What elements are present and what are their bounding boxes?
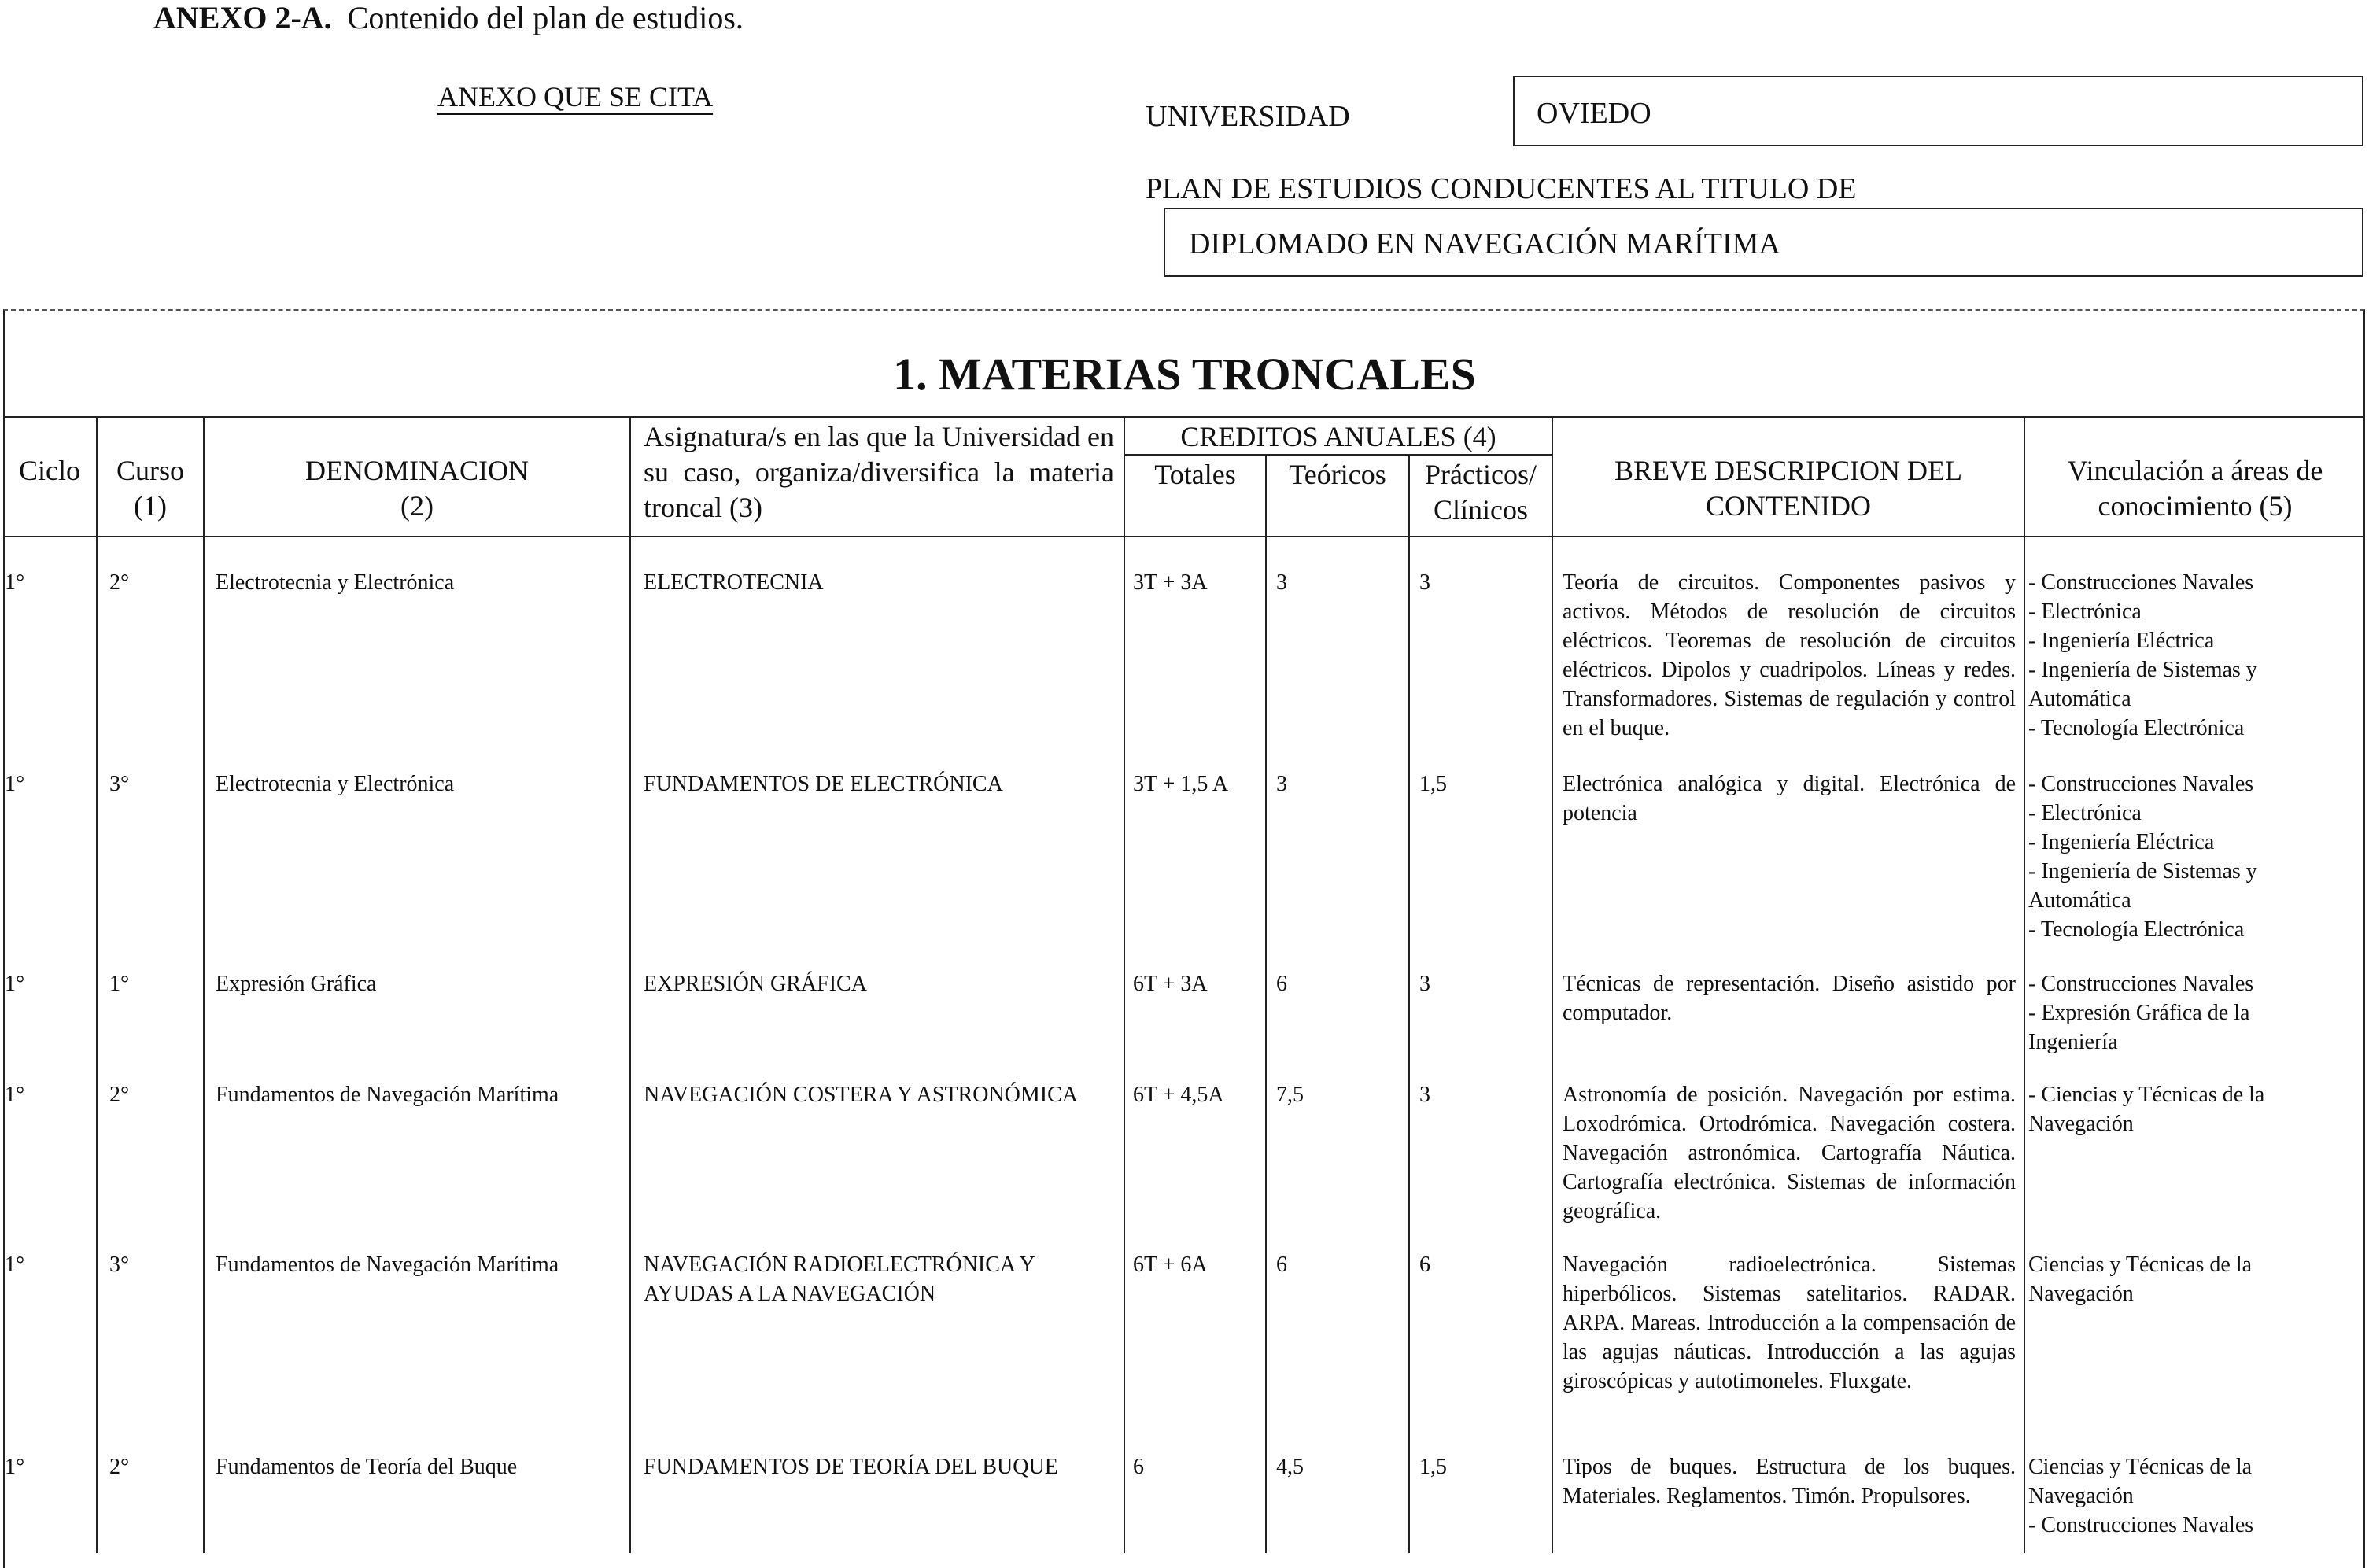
cell-descripcion: Navegación radioelectrónica. Sistemas hiperbólicos. Sistemas satelitarios. RADAR. ARPA. Mareas. Introducción a la compensación de las agujas náuticas. Introducción a las agujas giroscópicas y autotimoneles. Fluxgate. — [1563, 1253, 2016, 1393]
cell-totales: 3T + 1,5 A — [1133, 772, 1229, 796]
cell-denominacion: Fundamentos de Navegación Marítima — [216, 1253, 559, 1277]
cell-curso: 3° — [109, 772, 130, 796]
cell-teoricos: 3 — [1276, 570, 1287, 595]
plan-title-value: DIPLOMADO EN NAVEGACIÓN MARÍTIMA — [1189, 227, 1780, 260]
cell-areas — [2028, 1250, 2363, 1308]
cell-descripcion: Teoría de circuitos. Componentes pasivos y activos. Métodos de resolución de circuitos eléctricos. Teoremas de resolución de circuitos eléctricos. Dipolos y cuadripolos. Líneas y redes. Transformadores. Sistemas de regulación y control en el buque. — [1563, 570, 2016, 740]
header-vinculacion-line1: Vinculación a áreas de — [2067, 455, 2323, 486]
header-clinicos-label: Clínicos — [1433, 494, 1528, 526]
cell-asignatura: FUNDAMENTOS DE TEORÍA DEL BUQUE — [644, 1455, 1058, 1479]
area-item: - Expresión Gráfica de la — [2028, 1001, 2250, 1025]
cell-practicos: 1,5 — [1419, 1455, 1447, 1479]
area-item: - Tecnología Electrónica — [2028, 716, 2245, 740]
universidad-label: UNIVERSIDAD — [1146, 100, 1350, 133]
cell-curso: 1° — [109, 972, 130, 996]
header-practicos — [1410, 457, 1552, 528]
header-curso-note: (1) — [134, 490, 167, 522]
cell-denominacion: Fundamentos de Navegación Marítima — [216, 1083, 559, 1107]
cell-curso: 3° — [109, 1253, 130, 1277]
header-vinculacion — [2025, 453, 2365, 524]
header-practicos-label: Prácticos/ — [1425, 459, 1537, 490]
cell-teoricos: 6 — [1276, 1253, 1287, 1277]
col-divider-descripcion — [2024, 416, 2025, 1553]
area-item: - Electrónica — [2028, 801, 2142, 825]
area-item: - Electrónica — [2028, 600, 2142, 624]
cell-practicos: 6 — [1419, 1253, 1430, 1277]
annex-title-rest: Contenido del plan de estudios. — [347, 0, 744, 35]
header-curso-label: Curso — [116, 455, 184, 486]
annex-title — [153, 0, 744, 36]
area-item: Navegación — [2028, 1282, 2134, 1306]
cell-denominacion: Electrotecnia y Electrónica — [216, 570, 455, 595]
cell-ciclo: 1° — [5, 570, 25, 595]
area-item: - Construcciones Navales — [2028, 972, 2254, 996]
cell-asignatura: FUNDAMENTOS DE ELECTRÓNICA — [644, 772, 1003, 796]
cell-teoricos: 6 — [1276, 972, 1287, 996]
header-curso — [98, 453, 203, 524]
area-item: Ciencias y Técnicas de la — [2028, 1455, 2253, 1479]
col-divider-asignatura — [1124, 416, 1125, 1553]
area-item: Ciencias y Técnicas de la — [2028, 1253, 2253, 1277]
cell-areas — [2028, 1080, 2363, 1138]
col-divider-ciclo — [96, 416, 98, 1553]
cell-areas — [2028, 568, 2363, 743]
cell-denominacion: Electrotecnia y Electrónica — [216, 772, 455, 796]
cell-practicos: 1,5 — [1419, 772, 1447, 796]
col-divider-teoricos — [1408, 454, 1410, 1553]
cell-curso: 2° — [109, 570, 130, 595]
header-denominacion-note: (2) — [400, 490, 434, 522]
cell-totales: 6T + 6A — [1133, 1253, 1208, 1277]
cell-ciclo: 1° — [5, 1455, 25, 1479]
cell-practicos: 3 — [1419, 972, 1430, 996]
cell-denominacion: Expresión Gráfica — [216, 972, 377, 996]
header-creditos: CREDITOS ANUALES (4) — [1180, 421, 1496, 452]
cell-asignatura: ELECTROTECNIA — [644, 570, 824, 595]
cell-ciclo: 1° — [5, 1253, 25, 1277]
area-item: Automática — [2028, 687, 2131, 711]
universidad-value-box — [1513, 76, 2363, 146]
cell-denominacion: Fundamentos de Teoría del Buque — [216, 1455, 518, 1479]
header-descripcion-line2: CONTENIDO — [1706, 490, 1871, 522]
area-item: Navegación — [2028, 1484, 2134, 1508]
area-item: - Tecnología Electrónica — [2028, 917, 2245, 942]
header-denominacion-label: DENOMINACION — [305, 455, 529, 486]
header-asignatura: Asignatura/s en las que la Universidad en su caso, organiza/diversifica la materia troncal (3) — [644, 421, 1114, 523]
annex-title-bold: ANEXO 2-A. — [153, 0, 332, 35]
cell-totales: 6T + 3A — [1133, 972, 1208, 996]
area-item: Ingeniería — [2028, 1030, 2118, 1054]
cell-asignatura: EXPRESIÓN GRÁFICA — [644, 972, 867, 996]
cell-totales: 6T + 4,5A — [1133, 1083, 1224, 1107]
cell-practicos: 3 — [1419, 570, 1430, 595]
header-teoricos: Teóricos — [1289, 459, 1386, 490]
cell-curso: 2° — [109, 1083, 130, 1107]
area-item: - Construcciones Navales — [2028, 772, 2254, 796]
area-item: - Ingeniería Eléctrica — [2028, 830, 2215, 854]
cell-totales: 6 — [1133, 1455, 1144, 1479]
cell-areas — [2028, 769, 2363, 944]
section-title: 1. MATERIAS TRONCALES — [893, 349, 1476, 400]
col-divider-denominacion — [629, 416, 631, 1553]
header-vinculacion-line2: conocimiento (5) — [2098, 490, 2293, 522]
area-item: - Ciencias y Técnicas de la — [2028, 1083, 2265, 1107]
cell-asignatura: NAVEGACIÓN COSTERA Y ASTRONÓMICA — [644, 1083, 1079, 1107]
universidad-value: OVIEDO — [1537, 97, 1651, 130]
cell-teoricos: 3 — [1276, 772, 1287, 796]
header-descripcion — [1553, 453, 2024, 524]
area-item: - Construcciones Navales — [2028, 1513, 2254, 1537]
cell-asignatura: NAVEGACIÓN RADIOELECTRÓNICA Y AYUDAS A LA NAVEGACIÓN — [644, 1253, 1035, 1306]
cell-areas — [2028, 969, 2363, 1057]
cell-ciclo: 1° — [5, 772, 25, 796]
anexo-cita: ANEXO QUE SE CITA — [437, 81, 714, 113]
area-item: - Ingeniería de Sistemas y — [2028, 859, 2257, 884]
area-item: Automática — [2028, 888, 2131, 913]
header-denominacion — [205, 453, 629, 524]
cell-descripcion: Electrónica analógica y digital. Electrónica de potencia — [1563, 772, 2016, 825]
area-item: - Ingeniería Eléctrica — [2028, 629, 2215, 653]
area-item: - Construcciones Navales — [2028, 570, 2254, 595]
header-totales: Totales — [1154, 459, 1236, 490]
cell-ciclo: 1° — [5, 972, 25, 996]
cell-teoricos: 4,5 — [1276, 1455, 1304, 1479]
col-divider-curso — [203, 416, 205, 1553]
cell-totales: 3T + 3A — [1133, 570, 1208, 595]
plan-label: PLAN DE ESTUDIOS CONDUCENTES AL TITULO DE — [1146, 172, 1857, 205]
cell-practicos: 3 — [1419, 1083, 1430, 1107]
cell-teoricos: 7,5 — [1276, 1083, 1304, 1107]
cell-curso: 2° — [109, 1455, 130, 1479]
header-descripcion-line1: BREVE DESCRIPCION DEL — [1614, 455, 1963, 486]
plan-title-box — [1164, 208, 2363, 277]
cell-areas — [2028, 1452, 2363, 1540]
col-divider-practicos — [1552, 416, 1553, 1553]
area-item: - Ingeniería de Sistemas y — [2028, 658, 2257, 682]
col-divider-totales — [1265, 454, 1267, 1553]
cell-descripcion: Astronomía de posición. Navegación por estima. Loxodrómica. Ortodrómica. Navegación costera. Navegación astronómica. Cartografía Náutica. Cartografía electrónica. Sistemas de información geográfica. — [1563, 1083, 2016, 1223]
area-item: Navegación — [2028, 1112, 2134, 1136]
header-bottom-rule — [3, 536, 2365, 537]
cell-descripcion: Técnicas de representación. Diseño asistido por computador. — [1563, 972, 2016, 1025]
header-top-rule — [3, 416, 2365, 418]
cell-ciclo: 1° — [5, 1083, 25, 1107]
header-ciclo: Ciclo — [19, 455, 80, 486]
cell-descripcion: Tipos de buques. Estructura de los buques. Materiales. Reglamentos. Timón. Propulsores. — [1563, 1455, 2016, 1508]
